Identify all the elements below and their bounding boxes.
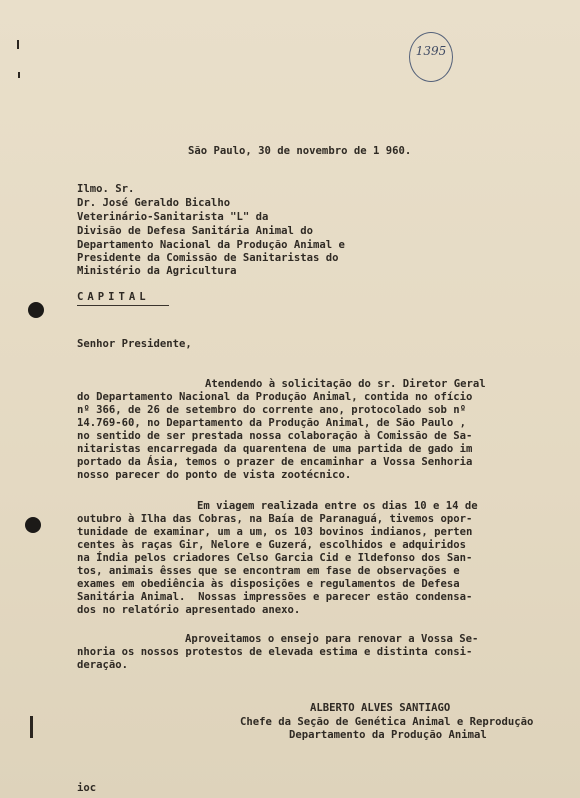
footer-initials: ioc: [77, 782, 97, 794]
capital-underline: [77, 305, 169, 306]
paragraph-line: nosso parecer do ponto de vista zootécnico.: [77, 469, 352, 481]
signature-title: Chefe da Seção de Genética Animal e Reprodução: [240, 716, 534, 728]
recipient-line: Divisão de Defesa Sanitária Animal do: [77, 225, 313, 237]
recipient-line: Presidente da Comissão de Sanitaristas do: [77, 252, 339, 264]
recipient-line: Departamento Nacional da Produção Animal e: [77, 239, 345, 251]
paragraph-line: nhoria os nossos protestos de elevada estima e distinta consi-: [77, 646, 473, 658]
signature-name: ALBERTO ALVES SANTIAGO: [310, 702, 451, 714]
paragraph-line: tunidade de examinar, um a um, os 103 bovinos indianos, perten: [77, 526, 473, 538]
recipient-line: Veterinário-Sanitarista "L" da: [77, 211, 269, 223]
paragraph-line: dos no relatório apresentado anexo.: [77, 604, 301, 616]
paragraph-line: centes às raças Gir, Nelore e Guzerá, escolhidos e adquiridos: [77, 539, 467, 551]
date-line: São Paulo, 30 de novembro de 1 960.: [188, 145, 412, 157]
punch-hole-top: [28, 302, 44, 318]
paragraph-line: Aproveitamos o ensejo para renovar a Vossa Se-: [185, 633, 479, 645]
recipient-line: Ministério da Agricultura: [77, 265, 237, 277]
paragraph-line: no sentido de ser prestada nossa colaboração à Comissão de Sa-: [77, 430, 473, 442]
capital-heading: CAPITAL: [77, 291, 150, 303]
paragraph-line: nitaristas encarregada da quarentena de uma partida de gado im: [77, 443, 473, 455]
paragraph-line: tos, animais êsses que se encontram em fase de observações e: [77, 565, 460, 577]
paragraph-line: nº 366, de 26 de setembro do corrente ano, protocolado sob nº: [77, 404, 467, 416]
paragraph-line: Em viagem realizada entre os dias 10 e 14 de: [197, 500, 478, 512]
margin-mark-top: [17, 40, 19, 49]
paragraph-line: do Departamento Nacional da Produção Animal, contida no ofício: [77, 391, 473, 403]
signature-department: Departamento da Produção Animal: [289, 729, 487, 741]
salutation: Senhor Presidente,: [77, 338, 192, 350]
punch-hole-bottom: [25, 517, 41, 533]
paragraph-line: Atendendo à solicitação do sr. Diretor Geral: [205, 378, 486, 390]
paragraph-line: Sanitária Animal. Nossas impressões e parecer estão condensa-: [77, 591, 473, 603]
paragraph-line: exames em obediência às disposições e regulamentos de Defesa: [77, 578, 460, 590]
margin-mark-upper: [18, 72, 20, 78]
paragraph-line: 14.769-60, no Departamento da Produção Animal, de São Paulo ,: [77, 417, 467, 429]
paragraph-line: na Índia pelos criadores Celso Garcia Cid e Ildefonso dos San-: [77, 552, 473, 564]
recipient-line: Dr. José Geraldo Bicalho: [77, 197, 231, 209]
margin-mark-bottom: [30, 716, 33, 738]
paragraph-line: deração.: [77, 659, 129, 671]
recipient-line: Ilmo. Sr.: [77, 183, 135, 195]
paragraph-line: outubro à Ilha das Cobras, na Baía de Paranaguá, tivemos opor-: [77, 513, 473, 525]
paragraph-line: portado da Ásia, temos o prazer de encaminhar a Vossa Senhoria: [77, 456, 473, 468]
reference-stamp-number: 1395: [415, 44, 447, 58]
